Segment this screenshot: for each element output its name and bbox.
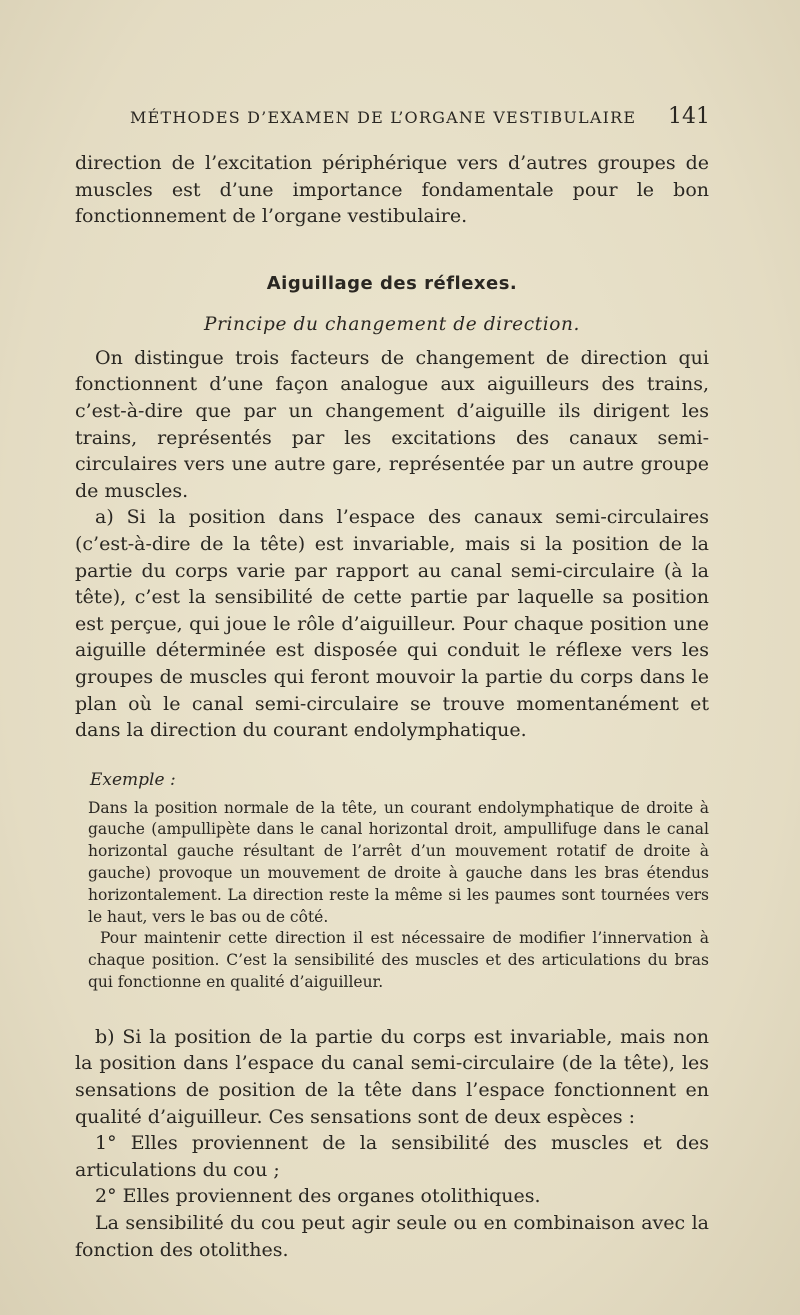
- subsection-title: Principe du changement de direction.: [204, 313, 580, 335]
- page-number: 141: [668, 104, 710, 129]
- paragraph-a: a) Si la position dans l’espace des canaux semi-circulaires (c’est-à-dire de la tête) est invariable, mais si la position de la partie du corps varie par rapport au canal semi-circulaire (à la tête), c’est la sensibilité de cette partie par laquelle sa position est perçue, qui joue le rôle d’aiguilleur. Pour chaque position une aiguille déterminée est disposée qui conduit le réflexe vers les groupes de muscles qui feront mouvoir la partie du corps dans le plan où le canal semi-circulaire se trouve momentanément et dans la direction du courant endolymphatique.: [75, 506, 709, 742]
- paragraph-b: b) Si la position de la partie du corps est invariable, mais non la position dans l’espace du canal semi-circulaire (de la tête), les sensations de position de la tête dans l’espace fonctionnent en qualité d’aiguilleur. Ces sensations sont de deux espèces :: [75, 1025, 709, 1128]
- running-title: MÉTHODES D’EXAMEN DE L’ORGANE VESTIBULAIRE: [130, 108, 637, 127]
- section-title: Aiguillage des réflexes.: [266, 272, 518, 294]
- example-label: Exemple :: [90, 769, 176, 790]
- example-paragraph-1: Dans la position normale de la tête, un courant endolymphatique de droite à gauche (ampullipète dans le canal horizontal droit, ampullifuge dans le canal horizontal gauche résultant de l’arrêt d’un mouvement rotatif de droite à gauche) provoque un mouvement de droite à gauche dans les bras étendus horizontalement. La direction reste la même si les paumes sont tournées vers le haut, vers le bas ou de côté.: [88, 798, 709, 926]
- paragraph-item-2: 2° Elles proviennent des organes otolithiques.: [95, 1185, 541, 1208]
- running-header: [130, 104, 710, 131]
- paragraph-principle: On distingue trois facteurs de changement de direction qui fonctionnent d’une façon analogue aux aiguilleurs des trains, c’est-à-dire que par un changement d’aiguille ils dirigent les trains, représentés par les excitations des canaux semi-circulaires vers une autre gare, représentée par un autre groupe de muscles.: [75, 346, 709, 502]
- example-paragraph-2: Pour maintenir cette direction il est nécessaire de modifier l’innervation à chaque position. C’est la sensibilité des muscles et des articulations du bras qui fonctionne en qualité d’aiguilleur.: [88, 929, 709, 992]
- page-body: [75, 150, 709, 1263]
- paragraph-item-1: 1° Elles proviennent de la sensibilité des muscles et des articulations du cou ;: [75, 1132, 709, 1181]
- intro-paragraph: direction de l’excitation périphérique vers d’autres groupes de muscles est d’une importance fondamentale pour le bon fonctionnement de l’organe vestibulaire.: [75, 152, 709, 228]
- paragraph-conclusion: La sensibilité du cou peut agir seule ou en combinaison avec la fonction des otolithes.: [75, 1212, 709, 1261]
